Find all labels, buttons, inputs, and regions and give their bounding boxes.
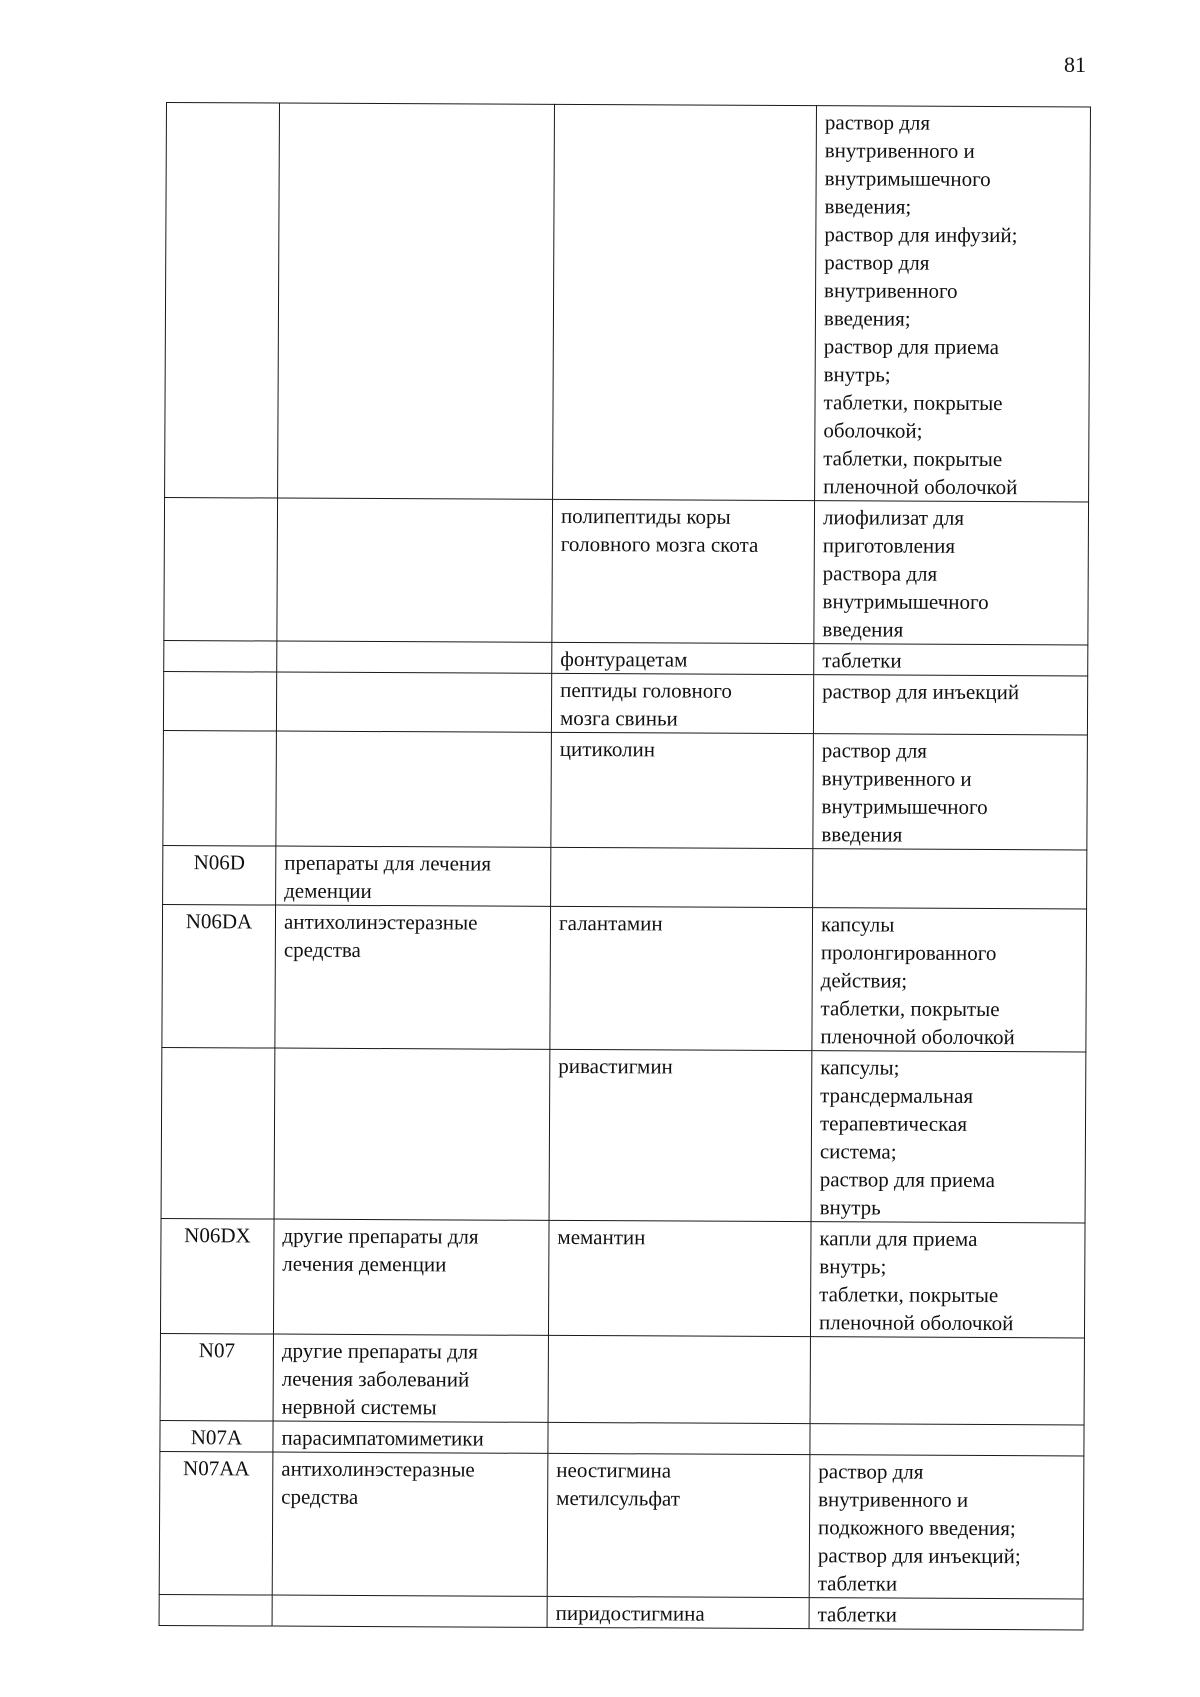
dosage-form-cell: капсулы; трансдермальная терапевтическая система; раствор для приема внутрь	[811, 1051, 1086, 1223]
drug-name-cell	[548, 1422, 810, 1454]
dosage-form-cell: таблетки	[814, 644, 1088, 676]
drug-group-cell	[276, 731, 552, 847]
drug-name-cell: полипептиды коры головного мозга скота	[552, 499, 815, 643]
drug-group-cell: антихолинэстеразные средства	[275, 905, 551, 1049]
drug-name-cell	[548, 1335, 810, 1423]
medication-table	[159, 102, 1091, 1631]
table-row	[162, 904, 1087, 1052]
dosage-form-cell: капсулы пролонгированного действия; таблетки, покрытые пленочной оболочкой	[812, 908, 1087, 1052]
drug-name-cell	[551, 847, 813, 907]
table-row	[159, 1451, 1084, 1599]
atc-code-cell: N06DX	[160, 1218, 274, 1334]
drug-name-cell	[553, 104, 817, 500]
dosage-form-cell	[810, 1337, 1084, 1425]
drug-group-cell: другие препараты для лечения заболеваний нервной системы	[273, 1334, 548, 1422]
table-row	[163, 671, 1087, 735]
atc-code-cell	[163, 730, 277, 846]
table-row	[160, 1333, 1084, 1425]
drug-name-cell: ривастигмин	[549, 1049, 812, 1221]
drug-group-cell	[272, 1595, 547, 1627]
atc-code-cell: N07	[160, 1333, 273, 1421]
dosage-form-cell	[813, 849, 1087, 909]
dosage-form-cell: раствор для внутривенного и подкожного введения; раствор для инъекций; таблетки	[809, 1455, 1084, 1599]
drug-group-cell: антихолинэстеразные средства	[272, 1452, 548, 1596]
drug-name-cell: неостигмина метилсульфат	[547, 1453, 810, 1597]
atc-code-cell: N07A	[160, 1420, 273, 1452]
drug-name-cell: фонтурацетам	[552, 642, 814, 674]
atc-code-cell: N06DA	[162, 904, 276, 1048]
drug-group-cell	[277, 498, 553, 642]
atc-code-cell	[161, 1047, 275, 1219]
atc-code-cell	[163, 671, 276, 731]
table-row	[165, 103, 1091, 503]
dosage-form-cell: лиофилизат для приготовления раствора для внутримышечного введения	[814, 501, 1089, 645]
drug-group-cell: препараты для лечения деменции	[276, 846, 551, 906]
dosage-form-cell	[810, 1424, 1084, 1456]
table-row	[164, 640, 1088, 676]
dosage-form-cell: капли для приема внутрь; таблетки, покрытые пленочной оболочкой	[810, 1222, 1085, 1338]
dosage-form-cell: раствор для инъекций	[813, 675, 1087, 735]
atc-code-cell	[159, 1594, 272, 1626]
table-row	[160, 1218, 1085, 1338]
table-row	[163, 845, 1087, 909]
drug-group-cell: парасимпатомиметики	[273, 1421, 548, 1453]
atc-code-cell: N07AA	[159, 1451, 273, 1595]
atc-code-cell	[164, 497, 278, 641]
drug-name-cell: мемантин	[548, 1220, 811, 1336]
dosage-form-cell: таблетки	[809, 1598, 1083, 1630]
table-row	[160, 1420, 1084, 1456]
dosage-form-cell: раствор для внутривенного и внутримышечного введения; раствор для инфузий; раствор для внутривенного введения; раствор для приема внутрь; таблетки, покрытые оболочкой; таблетки, покрытые пленочной оболочкой	[815, 106, 1091, 502]
drug-name-cell: пиридостигмина	[547, 1596, 809, 1628]
drug-group-cell	[278, 103, 555, 499]
table-row	[164, 497, 1089, 645]
dosage-form-cell: раствор для внутривенного и внутримышечного введения	[813, 734, 1088, 850]
drug-group-cell	[277, 641, 552, 673]
drug-name-cell: пептиды головного мозга свиньи	[551, 673, 813, 733]
drug-group-cell	[274, 1048, 550, 1220]
table-row	[161, 1047, 1086, 1223]
drug-group-cell: другие препараты для лечения деменции	[273, 1219, 549, 1335]
page-number: 81	[1064, 52, 1086, 77]
atc-code-cell	[164, 640, 277, 672]
atc-code-cell: N06D	[163, 845, 276, 905]
table-row	[163, 730, 1088, 850]
table-row	[159, 1594, 1083, 1630]
drug-name-cell: цитиколин	[551, 732, 814, 848]
atc-code-cell	[165, 103, 280, 499]
drug-name-cell: галантамин	[550, 906, 813, 1050]
drug-group-cell	[276, 672, 551, 732]
